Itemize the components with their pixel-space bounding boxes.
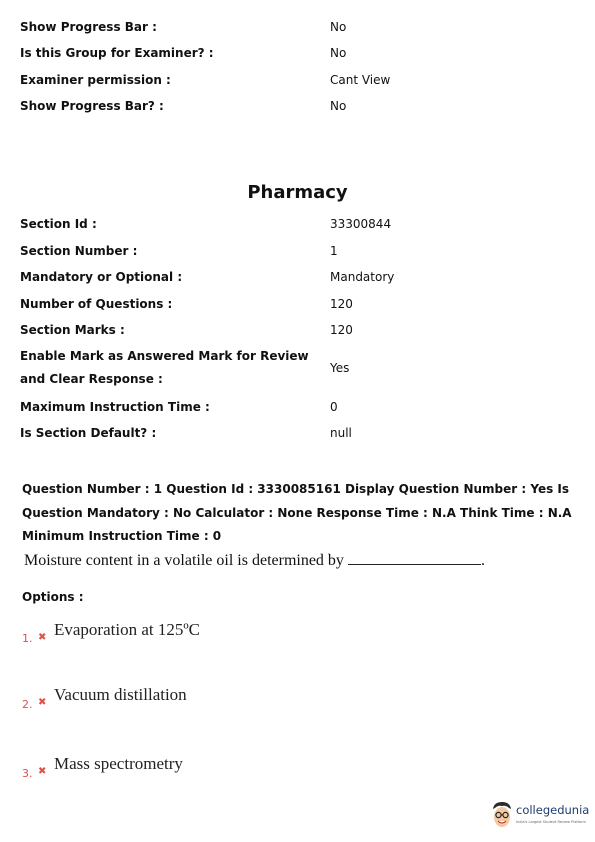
field-label: Enable Mark as Answered Mark for Review and Clear Response : xyxy=(20,349,309,386)
field-value: 120 xyxy=(330,323,353,337)
collegedunia-logo xyxy=(490,800,590,832)
question-end: . xyxy=(480,552,485,569)
field-label: Examiner permission : xyxy=(20,73,171,87)
field-value: No xyxy=(330,20,347,34)
wrong-mark-icon: ✖ xyxy=(38,766,47,777)
field-label: Show Progress Bar? : xyxy=(20,99,164,113)
field-label: Maximum Instruction Time : xyxy=(20,400,210,414)
answer-blank xyxy=(348,554,481,565)
field-label: Show Progress Bar : xyxy=(20,20,157,34)
field-value: No xyxy=(330,46,347,60)
field-label: Section Id : xyxy=(20,217,97,231)
option-number: 2. xyxy=(22,698,33,711)
option-number: 1. xyxy=(22,632,33,645)
logo-tagline: India's Largest Student Review Platform xyxy=(516,820,586,824)
field-value: Mandatory xyxy=(330,270,395,284)
wrong-mark-icon: ✖ xyxy=(38,632,47,643)
option-text: Vacuum distillation xyxy=(54,685,187,704)
field-label: Mandatory or Optional : xyxy=(20,270,183,284)
field-value: null xyxy=(330,426,352,440)
question-stem: Moisture content in a volatile oil is determined by xyxy=(24,552,344,569)
field-value: Yes xyxy=(330,361,350,375)
wrong-mark-icon: ✖ xyxy=(38,697,47,708)
option-number: 3. xyxy=(22,767,33,780)
section-title: Pharmacy xyxy=(247,182,348,203)
field-value: 33300844 xyxy=(330,217,392,231)
field-label: Number of Questions : xyxy=(20,297,173,311)
field-value: No xyxy=(330,99,347,113)
field-value: 120 xyxy=(330,297,353,311)
field-label: Section Marks : xyxy=(20,323,125,337)
options-label: Options : xyxy=(22,590,84,604)
field-label: Is Section Default? : xyxy=(20,426,157,440)
logo-brand: collegedunia xyxy=(516,803,590,817)
question-text xyxy=(24,552,584,570)
mascot-face-icon xyxy=(490,800,514,830)
field-label: Is this Group for Examiner? : xyxy=(20,46,214,60)
option-text: Mass spectrometry xyxy=(54,754,183,773)
field-value: Cant View xyxy=(330,73,391,87)
field-label: Section Number : xyxy=(20,244,138,258)
option-text: Evaporation at 125ºC xyxy=(54,620,200,639)
field-value: 0 xyxy=(330,400,338,414)
question-header: Question Number : 1 Question Id : 3330085161 Display Question Number : Yes Is Question Mandatory : No Calculator : None Response Time : N.A Think Time : N.A Minimum Instruction Time : 0 xyxy=(22,482,572,543)
field-value: 1 xyxy=(330,244,338,258)
